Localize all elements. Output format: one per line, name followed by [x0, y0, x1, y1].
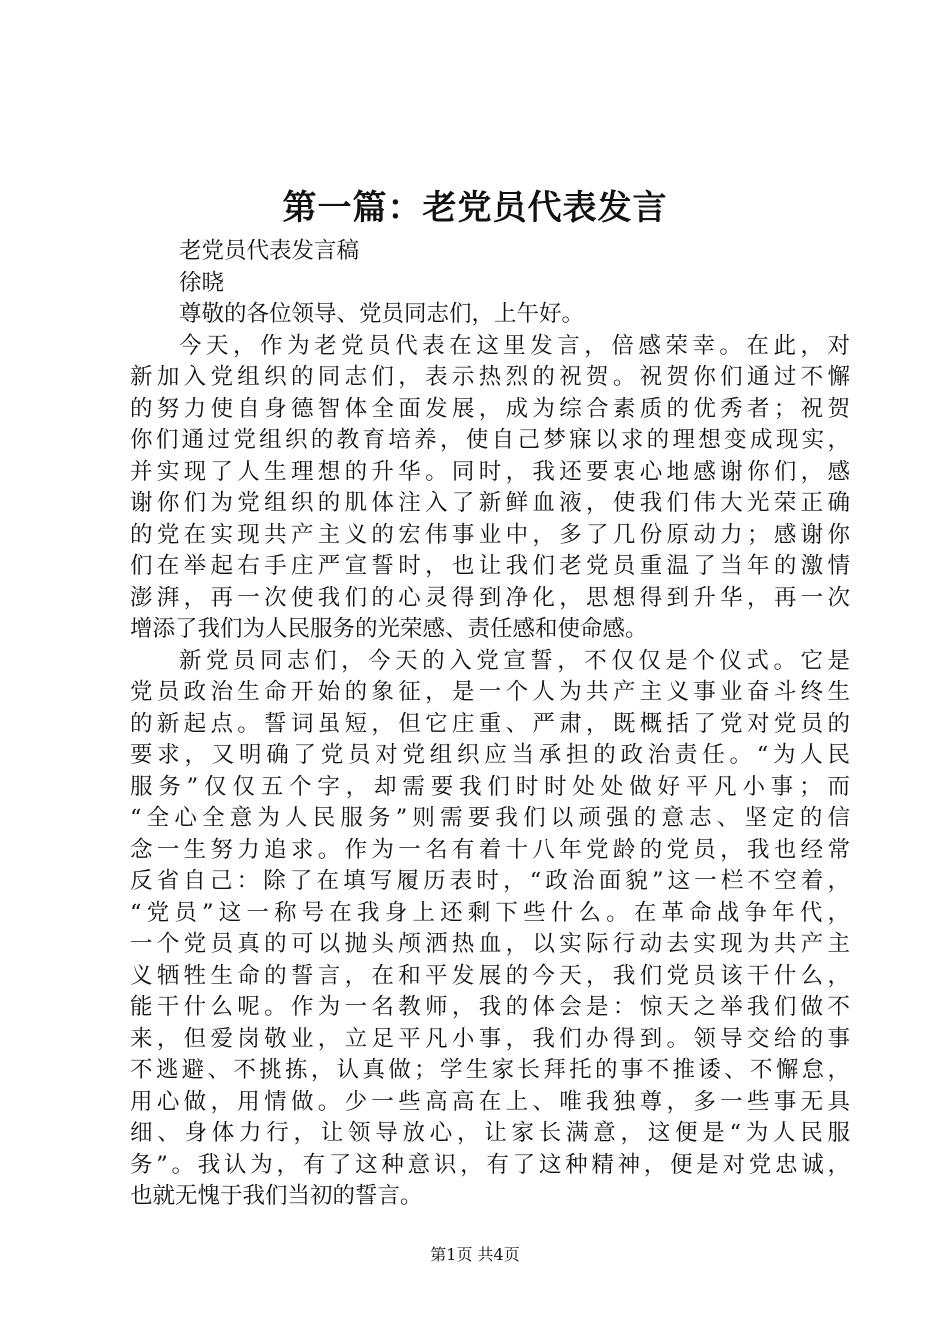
- paragraph-line: “全心全意为人民服务”则需要我们以顽强的意志、坚定的信: [130, 805, 850, 831]
- paragraph-line: 服务”仅仅五个字，却需要我们时时处处做好平凡小事；而: [130, 773, 850, 800]
- page-number-footer: 第1页 共4页: [430, 1245, 520, 1264]
- paragraph-line: 的努力使自身德智体全面发展，成为综合素质的优秀者；祝贺: [130, 395, 850, 422]
- paragraph-line: 澎湃，再一次使我们的心灵得到净化，思想得到升华，再一次: [130, 584, 850, 611]
- paragraph-line: “党员”这一称号在我身上还剩下些什么。在革命战争年代，: [130, 899, 850, 926]
- paragraph-line: 的新起点。誓词虽短，但它庄重、严肃，既概括了党对党员的: [130, 710, 850, 737]
- paragraph-line: 并实现了人生理想的升华。同时，我还要衷心地感谢你们，感: [130, 458, 850, 485]
- paragraph-line: 新加入党组织的同志们，表示热烈的祝贺。祝贺你们通过不懈: [130, 364, 850, 390]
- paragraph-line: 也就无愧于我们当初的誓言。: [130, 1183, 423, 1209]
- paragraph-1: [130, 331, 850, 646]
- author-name: 徐晓: [179, 269, 225, 296]
- paragraph-line: 的党在实现共产主义的宏伟事业中，多了几份原动力；感谢你: [130, 521, 850, 548]
- paragraph-line: 不逃避、不挑拣，认真做；学生家长拜托的事不推诿、不懈怠，: [130, 1057, 850, 1083]
- salutation: 尊敬的各位领导、党员同志们，上午好。: [179, 301, 585, 327]
- paragraph-line: 你们通过党组织的教育培养，使自己梦寐以求的理想变成现实，: [130, 427, 850, 453]
- paragraph-line: 义牺牲生命的誓言，在和平发展的今天，我们党员该干什么，: [130, 962, 850, 989]
- paragraph-line: 要求，又明确了党员对党组织应当承担的政治责任。“为人民: [130, 742, 850, 768]
- paragraph-line: 细、身体力行，让领导放心，让家长满意，这便是“为人民服: [130, 1120, 850, 1146]
- paragraph-line: 念一生努力追求。作为一名有着十八年党龄的党员，我也经常: [130, 836, 850, 863]
- paragraph-line: 增添了我们为人民服务的光荣感、责任感和使命感。: [130, 616, 648, 642]
- paragraph-line: 能干什么呢。作为一名教师，我的体会是：惊天之举我们做不: [130, 994, 850, 1020]
- paragraph-2: [130, 646, 850, 1213]
- paragraph-line: 反省自己：除了在填写履历表时，“政治面貌”这一栏不空着，: [130, 868, 850, 894]
- paragraph-line: 们在举起右手庄严宣誓时，也让我们老党员重温了当年的激情: [130, 553, 850, 579]
- speech-heading: 老党员代表发言稿: [179, 238, 360, 264]
- paragraph-line: 今天，作为老党员代表在这里发言，倍感荣幸。在此，对: [179, 332, 850, 359]
- paragraph-line: 谢你们为党组织的肌体注入了新鲜血液，使我们伟大光荣正确: [130, 490, 850, 516]
- paragraph-line: 新党员同志们，今天的入党宣誓，不仅仅是个仪式。它是: [179, 647, 850, 674]
- paragraph-line: 党员政治生命开始的象征，是一个人为共产主义事业奋斗终生: [130, 679, 850, 705]
- paragraph-line: 务”。我认为，有了这种意识，有了这种精神，便是对党忠诚，: [130, 1151, 850, 1178]
- paragraph-line: 来，但爱岗敬业，立足平凡小事，我们办得到。领导交给的事: [130, 1025, 850, 1052]
- document-body: [130, 236, 850, 1213]
- paragraph-line: 一个党员真的可以抛头颅洒热血，以实际行动去实现为共产主: [130, 931, 850, 957]
- paragraph-line: 用心做，用情做。少一些高高在上、唯我独尊，多一些事无具: [130, 1088, 850, 1115]
- document-title: 第一篇：老党员代表发言: [282, 188, 668, 228]
